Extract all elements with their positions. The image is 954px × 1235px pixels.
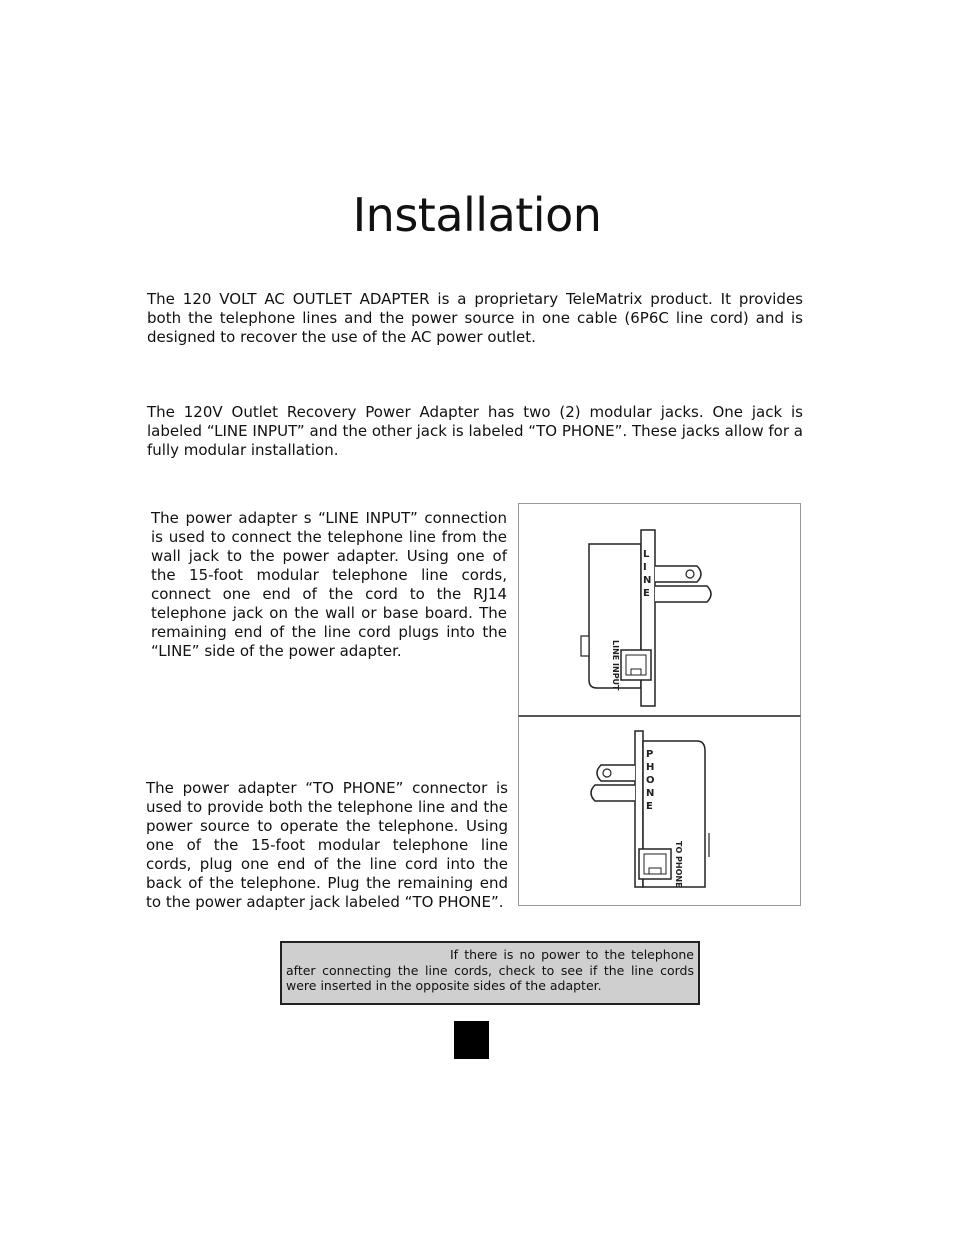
phone-letter: O (646, 775, 655, 786)
jacks-paragraph: The 120V Outlet Recovery Power Adapter has two (2) modular jacks. One jack is labeled “LINE INPUT” and the other jack is labeled “TO PHONE”. These jacks allow for a fully modular installation. (147, 403, 803, 459)
adapter-phone-side-drawing (519, 717, 800, 905)
phone-letter: H (646, 762, 655, 773)
line-input-jack-label: LINE INPUT (611, 640, 620, 691)
page-number-box (454, 1021, 489, 1059)
to-phone-figure (518, 715, 801, 906)
note-text: If there is no power to the telephone after connecting the line cords, check to see if the line cords were inserted in the opposite sides of the adapter. (286, 947, 694, 993)
line-letter: N (643, 575, 652, 586)
to-phone-jack-label: TO PHONE (674, 841, 683, 888)
line-input-paragraph: The power adapter s “LINE INPUT” connection is used to connect the telephone line from the wall jack to the power adapter. Using one of the 15-foot modular telephone line cords, connect one end of the cord to the RJ14 telephone jack on the wall or base board. The remaining end of the line cord plugs into the “LINE” side of the power adapter. (151, 509, 507, 660)
line-letter: E (643, 588, 650, 599)
phone-letter: N (646, 788, 655, 799)
phone-letter: E (646, 801, 653, 812)
page-title: Installation (352, 188, 602, 242)
phone-letter: P (646, 749, 654, 760)
adapter-line-side-drawing (519, 504, 800, 715)
line-input-figure (518, 503, 801, 716)
intro-paragraph: The 120 VOLT AC OUTLET ADAPTER is a proprietary TeleMatrix product. It provides both the telephone lines and the power source in one cable (6P6C line cord) and is designed to recover the use of the AC power outlet. (147, 290, 803, 346)
line-letter: L (643, 549, 650, 560)
troubleshooting-note (280, 941, 700, 1005)
to-phone-paragraph: The power adapter “TO PHONE” connector is used to provide both the telephone line and the power source to operate the telephone. Using one of the 15-foot modular telephone line cords, plug one end of the line cord into the back of the telephone. Plug the remaining end to the power adapter jack labeled “TO PHONE”. (146, 779, 508, 911)
line-letter: I (643, 562, 647, 573)
